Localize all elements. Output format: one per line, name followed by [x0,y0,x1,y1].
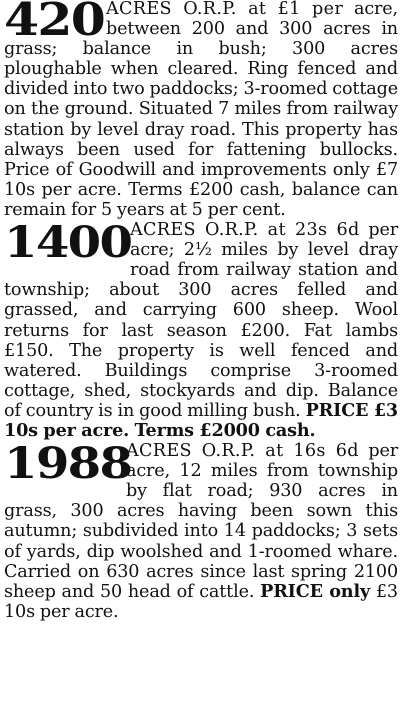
newspaper-classified-clipping [4,0,398,718]
listing-420-acres [4,0,398,220]
acreage-number: 420 [4,0,105,46]
listing-heading: ACRES O.R.P. at 23s 6d [130,220,360,241]
listing-body: acre, between 200 and 300 acres in grass; balance in bush; 300 acres ploughable when cleared. Ring fenced and divided into two paddocks; 3-roomed cottage on the ground. Situated 7 miles from railway station by level dray road. This property has always been used for fattening bullocks. Price of Goodwill and improvements only £7 10s per acre. Terms £200 cash, balance can remain for 5 years at 5 per cent. [4,0,398,220]
listing-1988-acres [4,441,398,622]
acreage-number: 1988 [4,439,132,490]
listing-body: per acre; 2½ miles by level dray road from railway station and township; about 300 acres felled and grassed, and carrying 600 sheep. Wool returns for last season £200. Fat lambs £150. The property is well fenced and watered. Buildings comprise 3-roomed cottage, shed, stockyards and dip. Balance of country is in good milling bush. [4,220,398,421]
acreage-number: 1400 [4,218,132,269]
listing-heading: ACRES O.R.P. at £1 per [106,0,344,19]
listing-heading: ACRES O.R.P. at 16s 6d [126,441,359,462]
listing-body: per acre, 12 miles from township by flat road; 930 acres in grass, 300 acres having been sown this autumn; subdivided into 14 paddocks; 3 sets of yards, dip woolshed and 1-roomed whare. Carried on 630 acres since last spring 2100 sheep and 50 head of cattle. [4,441,398,602]
listing-price: PRICE £3 10s per acre. Terms £2000 cash. [4,399,399,441]
listing-1400-acres [4,220,398,441]
listing-price-label: PRICE only [260,580,371,602]
listing-price-value: £3 10s per acre. [4,581,398,622]
